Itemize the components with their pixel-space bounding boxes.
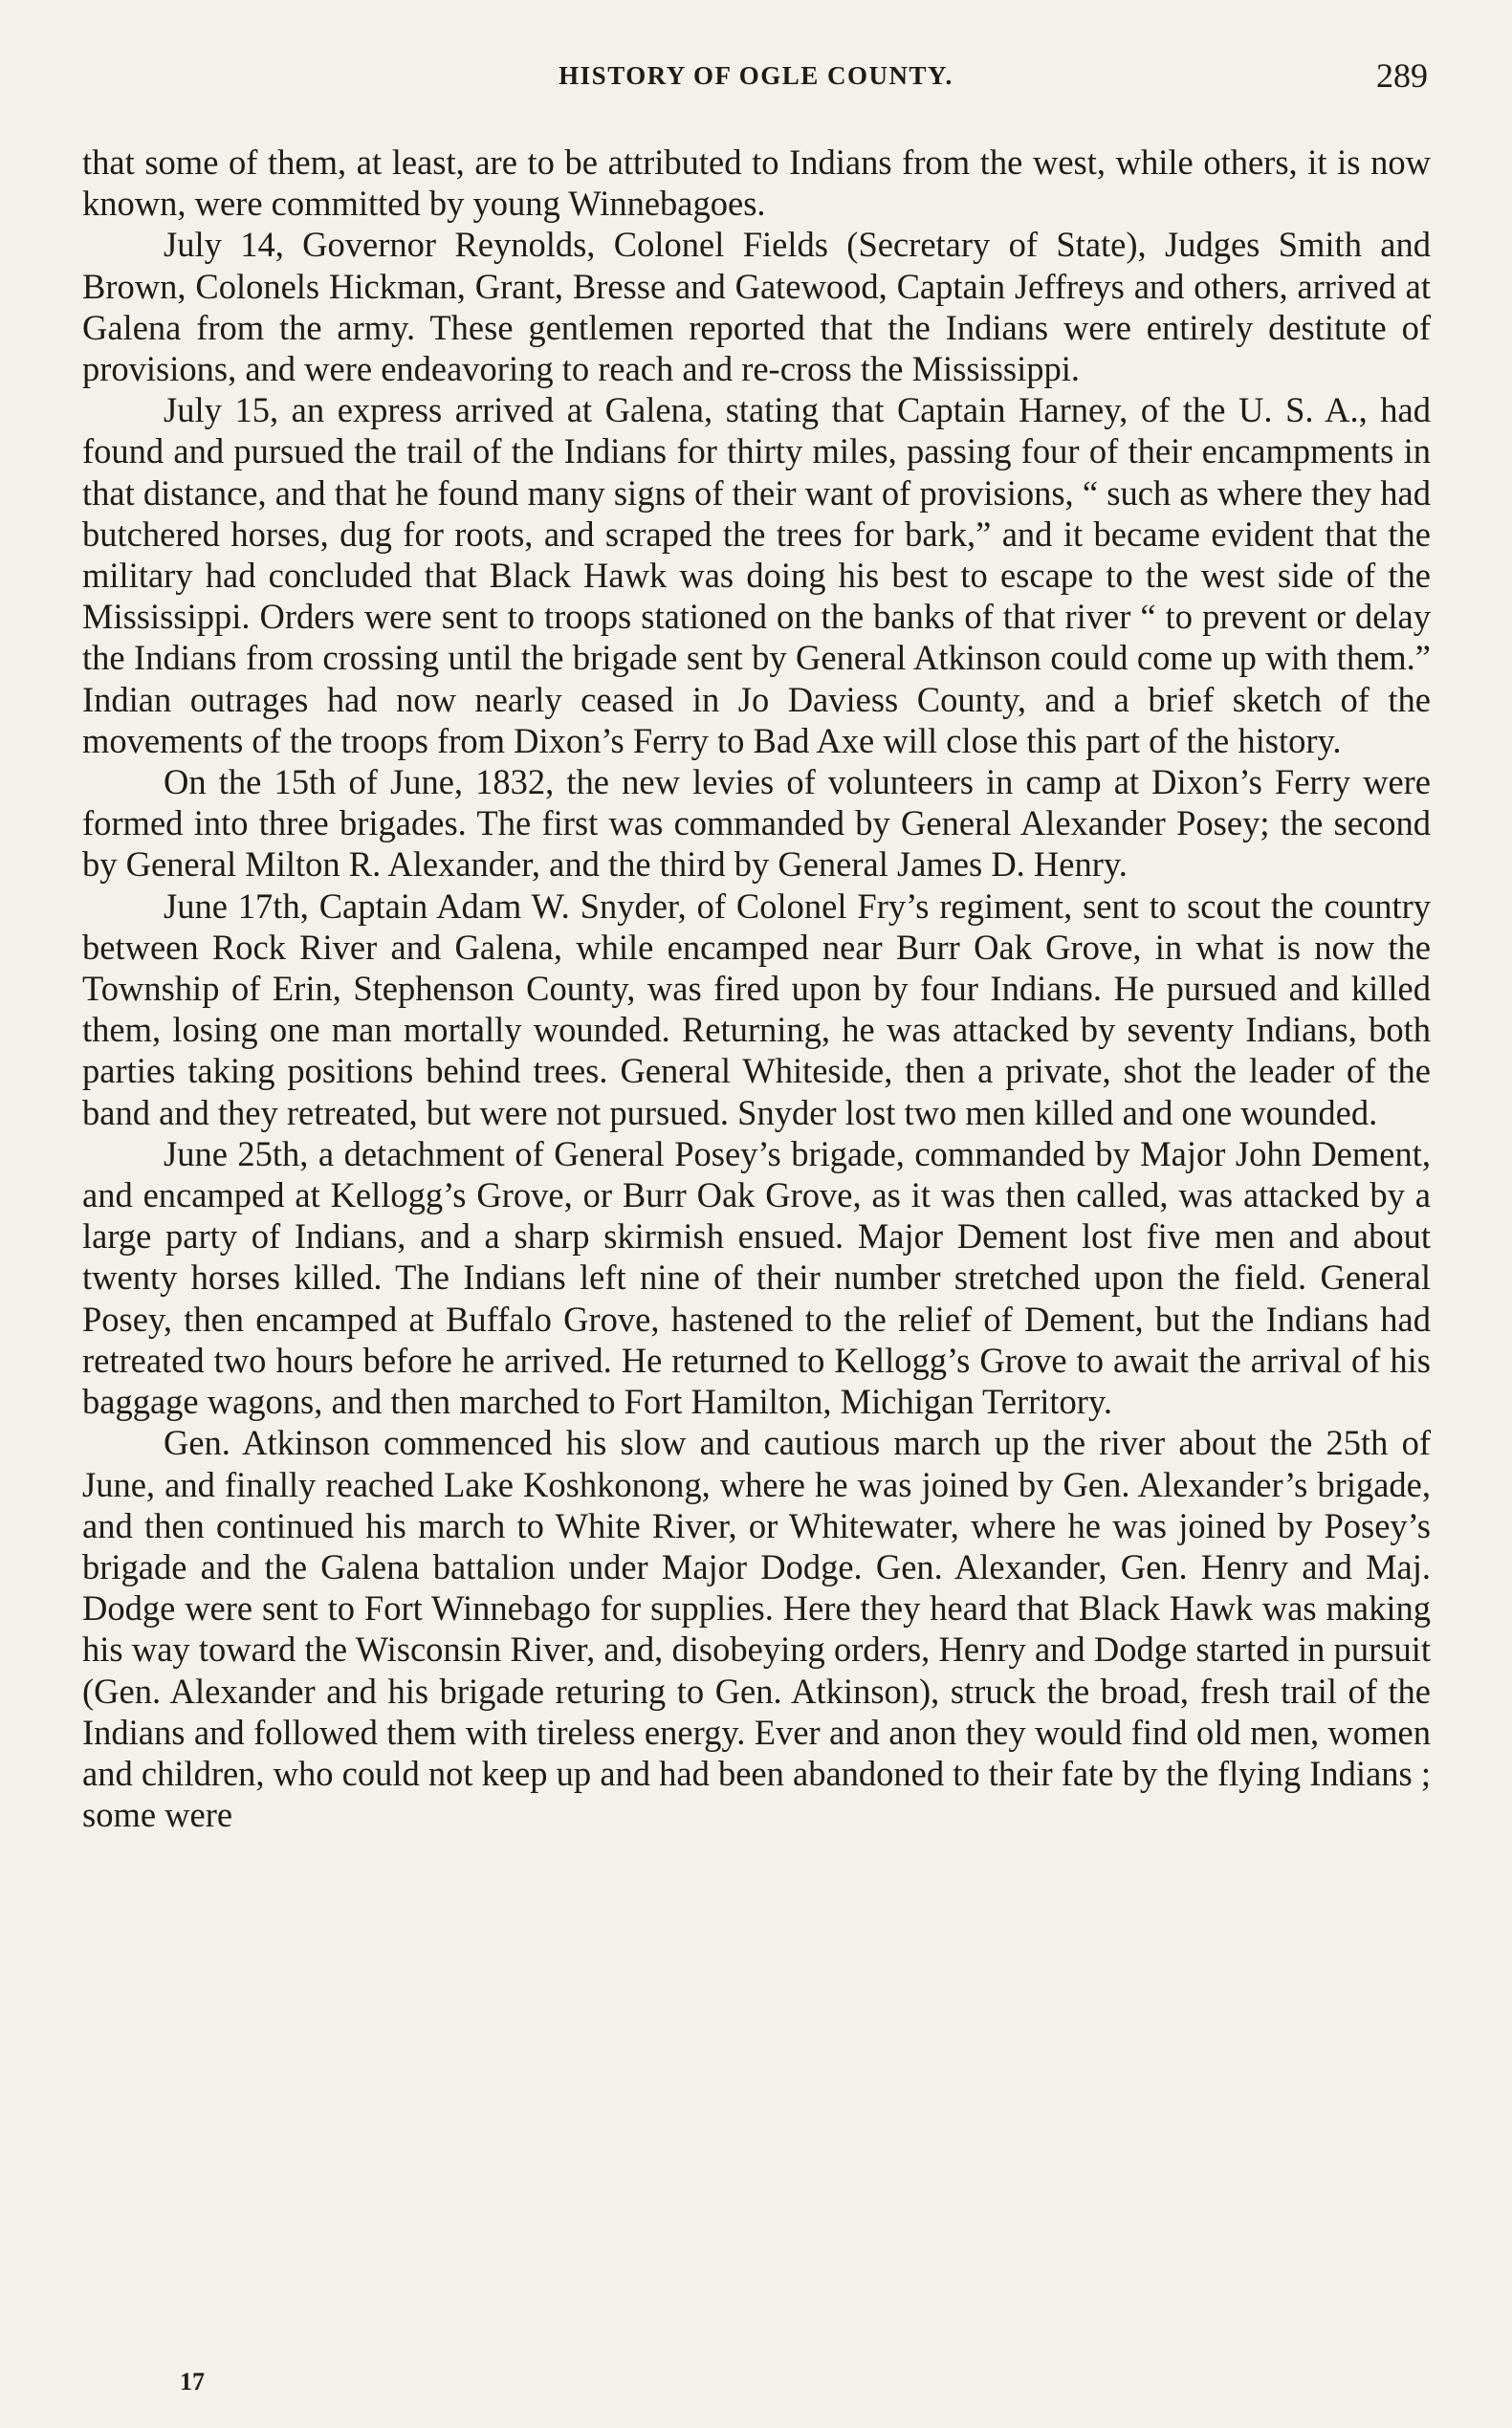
paragraph: July 15, an express arrived at Galena, stating that Captain Harney, of the U. S. A., had found and pursued the trail of the Indians for thirty miles, passing four of their encampments in that distance, and that he found many signs of their want of provisions, “ such as where they had butchered horses, dug for roots, and scraped the trees for bark,” and it became evident that the military had concluded that Black Hawk was doing his best to escape to the west side of the Mississippi. Orders were sent to troops stationed on the banks of that river “ to prevent or delay the Indians from crossing until the brigade sent by General Atkinson could come up with them.” Indian outrages had now nearly ceased in Jo Daviess County, and a brief sketch of the movements of the troops from Dixon’s Ferry to Bad Axe will close this part of the history. [82, 390, 1431, 760]
paragraph: Gen. Atkinson commenced his slow and cautious march up the river about the 25th of June, and finally reached Lake Koshkonong, where he was joined by Gen. Alexander’s brigade, and then continued his march to White River, or Whitewater, where he was joined by Posey’s brigade and the Galena battalion under Major Dodge. Gen. Alexander, Gen. Henry and Maj. Dodge were sent to Fort Winnebago for supplies. Here they heard that Black Hawk was making his way toward the Wisconsin River, and, disobeying orders, Henry and Dodge started in pursuit (Gen. Alexander and his brigade returing to Gen. Atkinson), struck the broad, fresh trail of the Indians and followed them with tireless energy. Ever and anon they would find old men, women and children, who could not keep up and had been abandoned to their fate by the flying Indians ; some were [82, 1423, 1431, 1835]
paragraph: June 25th, a detachment of General Posey’s brigade, commanded by Major John Dement, and encamped at Kellogg’s Grove, or Burr Oak Grove, as it was then called, was attacked by a large party of Indians, and a sharp skirmish ensued. Major Dement lost five men and about twenty horses killed. The Indians left nine of their number stretched upon the field. General Posey, then encamped at Buffalo Grove, hastened to the relief of Dement, but the Indians had retreated two hours before he arrived. He returned to Kellogg’s Grove to await the arrival of his baggage wagons, and then marched to Fort Hamilton, Michigan Territory. [82, 1133, 1431, 1422]
running-head [84, 55, 1428, 103]
paragraph: June 17th, Captain Adam W. Snyder, of Colonel Fry’s regiment, sent to scout the country between Rock River and Galena, while encamped near Burr Oak Grove, in what is now the Township of Erin, Stephenson County, was fired upon by four Indians. He pursued and killed them, losing one man mortally wounded. Returning, he was attacked by seventy Indians, both parties taking positions behind trees. General Whiteside, then a private, shot the leader of the band and they retreated, but were not pursued. Snyder lost two men killed and one wounded. [82, 886, 1431, 1132]
paragraph: On the 15th of June, 1832, the new levies of volunteers in camp at Dixon’s Ferry were formed into three brigades. The first was commanded by General Alexander Posey; the second by General Milton R. Alexander, and the third by General James D. Henry. [82, 762, 1431, 885]
body-text [82, 142, 1431, 1835]
page-number: 289 [1376, 56, 1428, 95]
running-head-title: HISTORY OF OGLE COUNTY. [559, 61, 953, 90]
paragraph: July 14, Governor Reynolds, Colonel Fields (Secretary of State), Judges Smith and Brown, Colonels Hickman, Grant, Bresse and Gatewood, Captain Jeffreys and others, arrived at Galena from the army. These gentlemen reported that the Indians were entirely destitute of provisions, and were endeavoring to reach and re-cross the Mississippi. [82, 225, 1431, 389]
signature-mark: 17 [180, 2368, 205, 2395]
paragraph: that some of them, at least, are to be attributed to Indians from the west, while others, it is now known, were committed by young Winnebagoes. [82, 142, 1431, 224]
